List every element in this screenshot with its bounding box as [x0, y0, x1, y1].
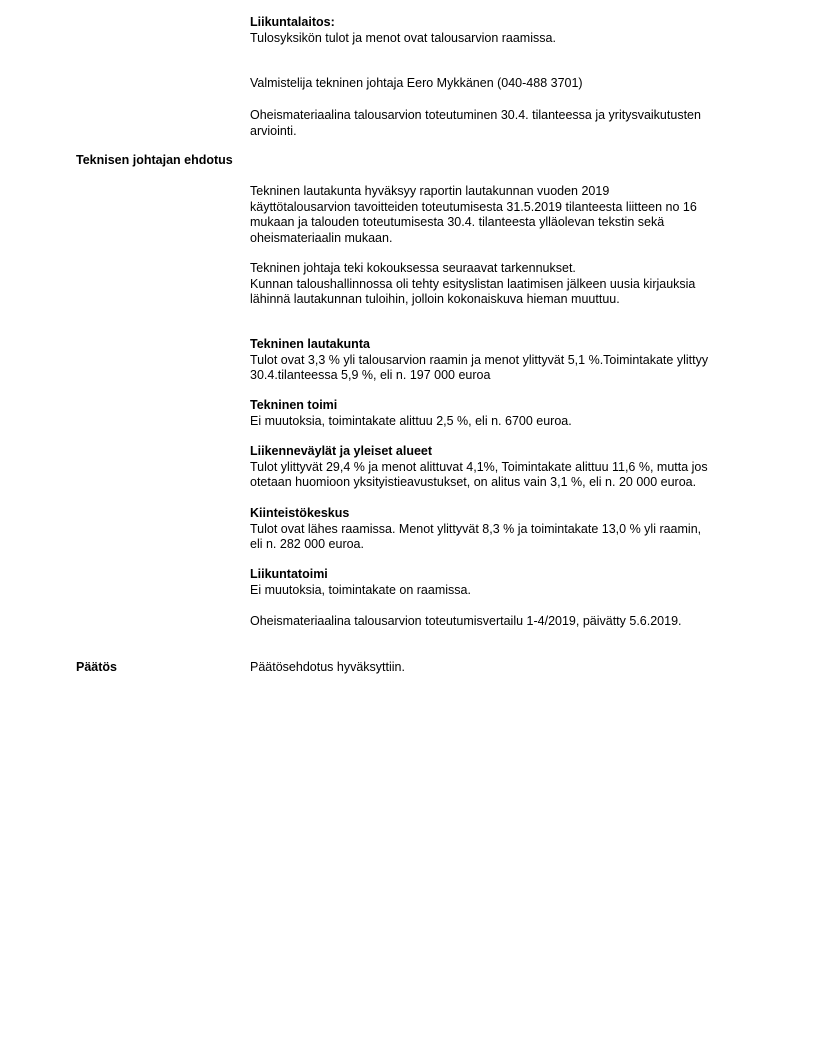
- ehdotus-p1-line: Tekninen lautakunta hyväksyy raportin lautakunnan vuoden 2019: [250, 184, 610, 198]
- ehdotus-label: Teknisen johtajan ehdotus: [76, 153, 233, 167]
- section-heading: Kiinteistökeskus: [250, 506, 350, 520]
- section-line: 30.4.tilanteessa 5,9 %, eli n. 197 000 euroa: [250, 368, 491, 382]
- liikuntalaitos-heading: Liikuntalaitos:: [250, 15, 335, 29]
- paatos-label: Päätös: [76, 660, 117, 674]
- oheismateriaali-2: Oheismateriaalina talousarvion toteutumisvertailu 1-4/2019, päivätty 5.6.2019.: [250, 614, 682, 628]
- section-heading: Tekninen toimi: [250, 398, 338, 412]
- ehdotus-p2-line: Tekninen johtaja teki kokouksessa seuraavat tarkennukset.: [250, 261, 576, 275]
- section-line: Tulot ylittyvät 29,4 % ja menot alittuvat 4,1%, Toimintakate alittuu 11,6 %, mutta jos: [250, 459, 708, 474]
- ehdotus-p2-line: Kunnan taloushallinnossa oli tehty esityslistan laatimisen jälkeen uusia kirjauksia: [250, 276, 696, 291]
- section-line: Ei muutoksia, toimintakate alittuu 2,5 %, eli n. 6700 euroa.: [250, 413, 572, 428]
- section-line: Ei muutoksia, toimintakate on raamissa.: [250, 582, 471, 597]
- ehdotus-paragraph-1: [250, 184, 750, 246]
- section-heading: Liikenneväylät ja yleiset alueet: [250, 444, 433, 458]
- section-line: eli n. 282 000 euroa.: [250, 537, 364, 551]
- section-heading: Liikuntatoimi: [250, 567, 328, 581]
- valmistelija-text: Valmistelija tekninen johtaja Eero Mykkänen (040-488 3701): [250, 76, 583, 90]
- section-line: otetaan huomioon yksityistieavustukset, on alitus vain 3,1 %, eli n. 20 000 euroa.: [250, 475, 697, 489]
- liikuntalaitos-block: [250, 15, 750, 46]
- ehdotus-p1-line: mukaan ja talouden toteutumisesta 30.4. tilanteesta ylläolevan tekstin sekä: [250, 215, 665, 229]
- section-line: Tulot ovat 3,3 % yli talousarvion raamin ja menot ylittyvät 5,1 %.Toimintakate ylittyy: [250, 352, 709, 367]
- ehdotus-p1-line: oheismateriaalin mukaan.: [250, 230, 393, 245]
- section-kiinteistokeskus: [250, 506, 750, 553]
- liikuntalaitos-text: Tulosyksikön tulot ja menot ovat talousarvion raamissa.: [250, 30, 556, 45]
- section-tekninen-lautakunta: [250, 337, 750, 384]
- paatos-text: Päätösehdotus hyväksyttiin.: [250, 660, 405, 674]
- oheismateriaali-1: [250, 108, 750, 139]
- oheismateriaali-1-line: Oheismateriaalina talousarvion toteutuminen 30.4. tilanteessa ja yritysvaikutusten: [250, 108, 701, 122]
- section-liikuntatoimi: [250, 567, 750, 598]
- ehdotus-paragraph-2: [250, 261, 750, 308]
- ehdotus-p2-line: lähinnä lautakunnan tuloihin, jolloin kokonaiskuva hieman muuttuu.: [250, 292, 620, 306]
- section-tekninen-toimi: [250, 398, 750, 429]
- ehdotus-p1-line: käyttötalousarvion tavoitteiden toteutumisesta 31.5.2019 tilanteesta liitteen no 16: [250, 199, 697, 214]
- oheismateriaali-1-line: arviointi.: [250, 123, 297, 138]
- section-heading: Tekninen lautakunta: [250, 337, 370, 351]
- section-line: Tulot ovat lähes raamissa. Menot ylittyvät 8,3 % ja toimintakate 13,0 % yli raamin,: [250, 521, 702, 536]
- section-liikennevaylat: [250, 444, 750, 491]
